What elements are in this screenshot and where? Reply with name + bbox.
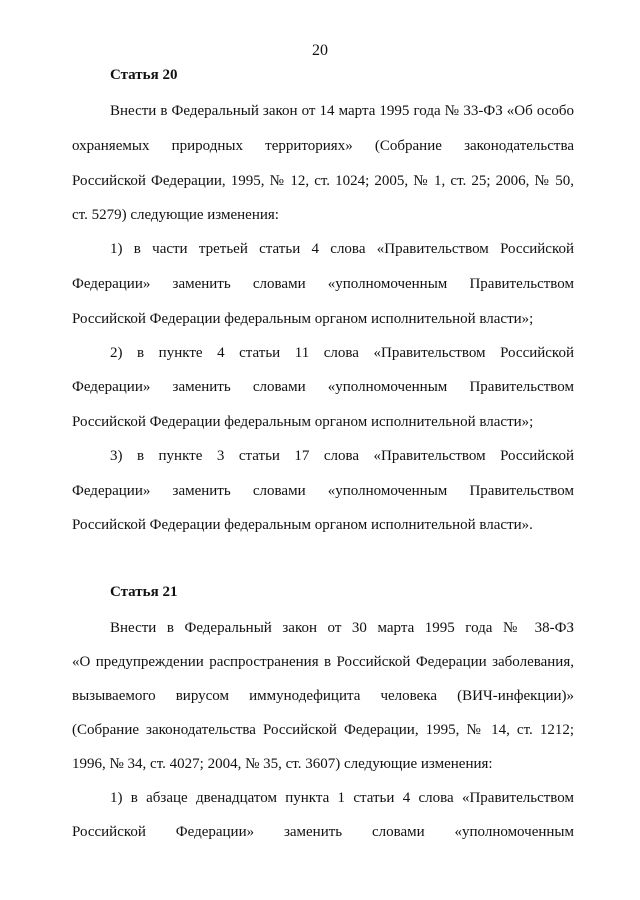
article-21-item-1-line: Российской Федерации» заменить словами «уполномоченным bbox=[72, 824, 574, 840]
article-20-item-3-line: 3) в пункте 3 статьи 17 слова «Правительством Российской bbox=[110, 448, 574, 464]
article-21-intro-line: (Собрание законодательства Российской Федерации, 1995, № 14, ст. 1212; bbox=[72, 722, 574, 738]
article-21-intro-line: вызываемого вирусом иммунодефицита человека (ВИЧ-инфекции)» bbox=[72, 688, 574, 704]
article-20-intro-line: Российской Федерации, 1995, № 12, ст. 1024; 2005, № 1, ст. 25; 2006, № 50, bbox=[72, 173, 574, 189]
article-20-item-2-line: 2) в пункте 4 статьи 11 слова «Правительством Российской bbox=[110, 345, 574, 361]
article-21-intro-line: 1996, № 34, ст. 4027; 2004, № 35, ст. 3607) следующие изменения: bbox=[72, 756, 493, 772]
article-20-item-3-line: Российской Федерации федеральным органом исполнительной власти». bbox=[72, 517, 533, 533]
article-21-heading: Статья 21 bbox=[110, 584, 178, 600]
article-20-item-1-line: 1) в части третьей статьи 4 слова «Правительством Российской bbox=[110, 241, 574, 257]
article-20-item-2-line: Российской Федерации федеральным органом исполнительной власти»; bbox=[72, 414, 534, 430]
article-20-intro-line: Внести в Федеральный закон от 14 марта 1995 года № 33-ФЗ «Об особо bbox=[110, 103, 574, 119]
article-20-heading: Статья 20 bbox=[110, 67, 178, 83]
article-21-intro-line: «О предупреждении распространения в Российской Федерации заболевания, bbox=[72, 654, 574, 670]
article-20-intro-line: ст. 5279) следующие изменения: bbox=[72, 207, 279, 223]
article-21-intro-line: Внести в Федеральный закон от 30 марта 1995 года № 38-ФЗ bbox=[110, 620, 574, 636]
article-21-item-1-line: 1) в абзаце двенадцатом пункта 1 статьи 4 слова «Правительством bbox=[110, 790, 574, 806]
article-20-intro-line: охраняемых природных территориях» (Собрание законодательства bbox=[72, 138, 574, 154]
article-20-item-2-line: Федерации» заменить словами «уполномоченным Правительством bbox=[72, 379, 574, 395]
article-20-item-1-line: Федерации» заменить словами «уполномоченным Правительством bbox=[72, 276, 574, 292]
page-number: 20 bbox=[312, 42, 328, 59]
article-20-item-3-line: Федерации» заменить словами «уполномоченным Правительством bbox=[72, 483, 574, 499]
article-20-item-1-line: Российской Федерации федеральным органом исполнительной власти»; bbox=[72, 311, 534, 327]
